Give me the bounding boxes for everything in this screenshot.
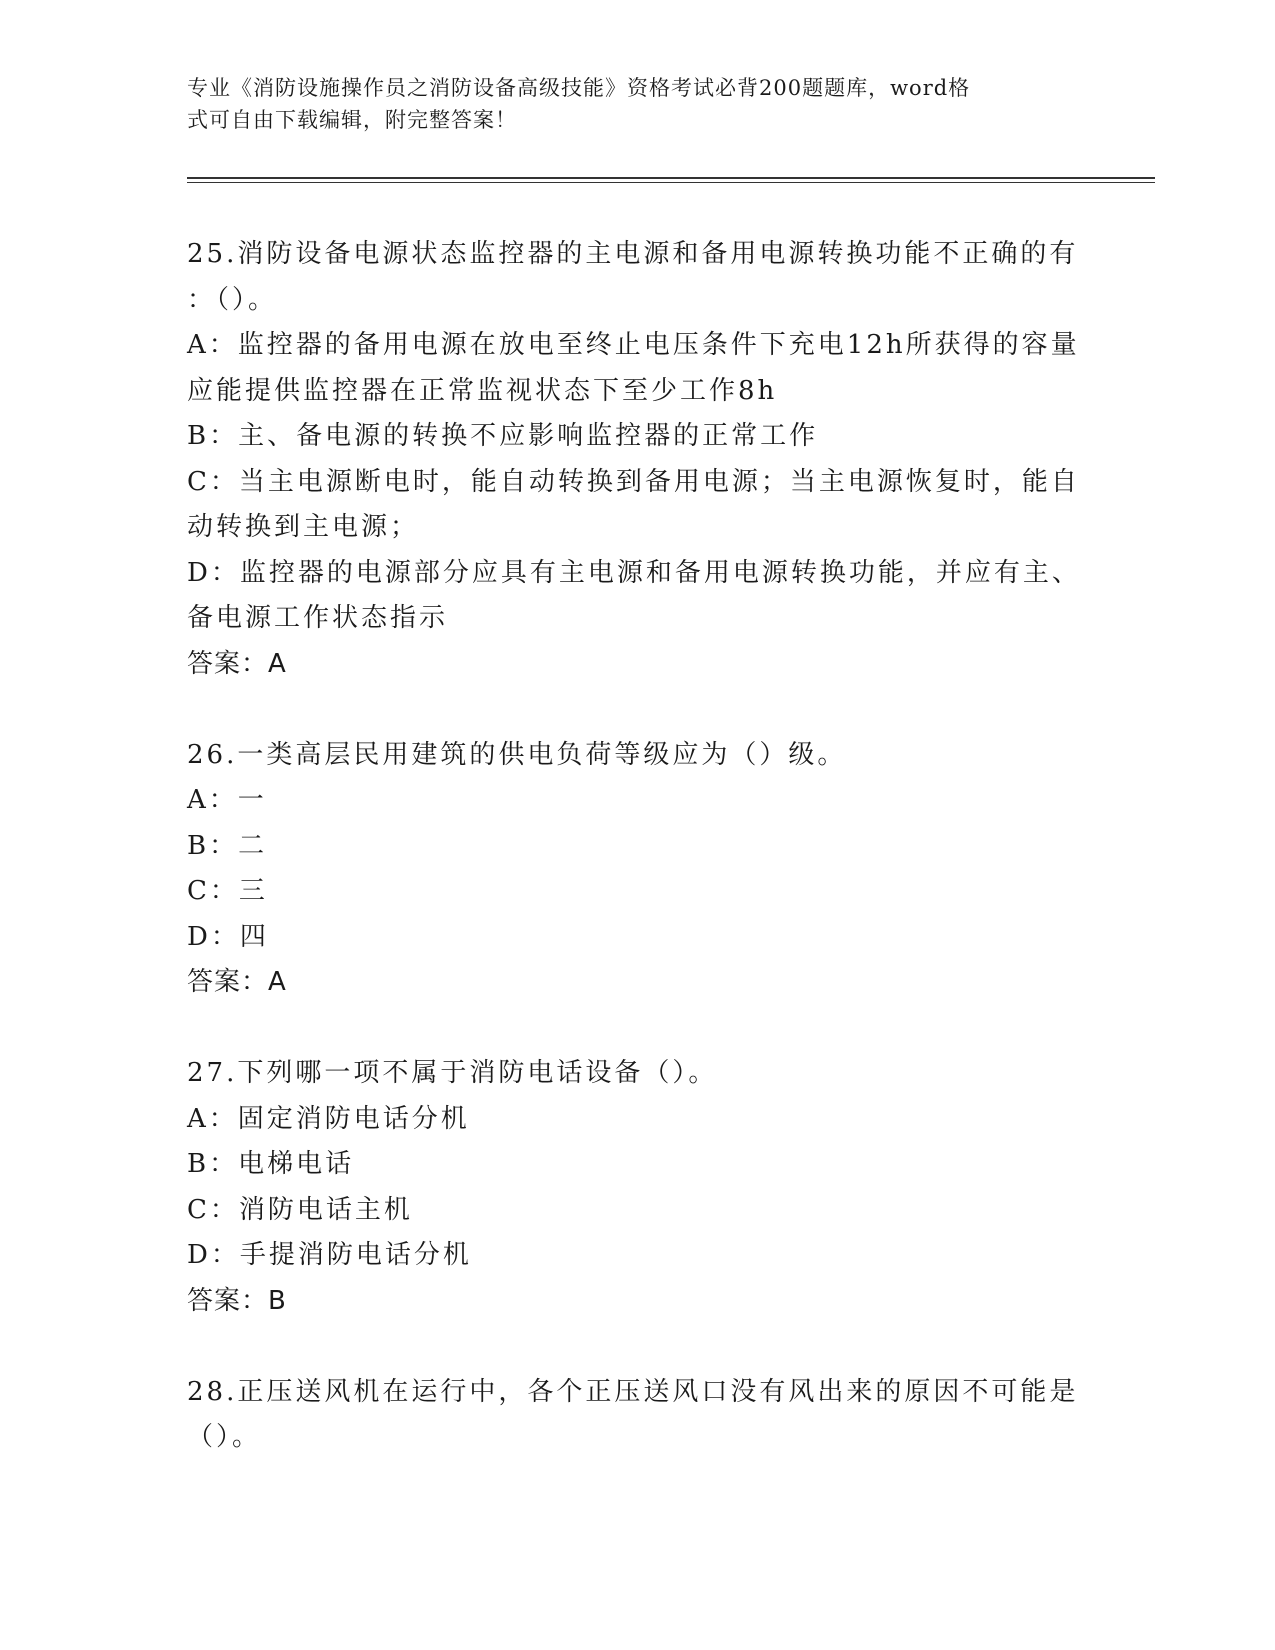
option-c: 动转换到主电源； <box>187 512 420 542</box>
option-d: D：监控器的电源部分应具有主电源和备用电源转换功能，并应有主、 <box>187 557 1081 588</box>
option-a: 应能提供监控器在正常监视状态下至少工作8h <box>187 375 778 406</box>
document-header <box>187 72 1067 136</box>
answer-value: A <box>268 967 287 997</box>
question-25 <box>187 232 1087 687</box>
answer-label: 答案： <box>187 1285 269 1316</box>
answer-line <box>187 1279 1087 1325</box>
option-b: B：电梯电话 <box>187 1149 355 1179</box>
option-c: C：消防电话主机 <box>187 1194 413 1225</box>
option-d: 备电源工作状态指示 <box>187 603 449 633</box>
option-a: A：固定消防电话分机 <box>187 1103 470 1134</box>
question-26 <box>187 733 1087 1006</box>
option-c: C：当主电源断电时，能自动转换到备用电源；当主电源恢复时，能自 <box>187 466 1080 497</box>
answer-label: 答案： <box>187 648 269 679</box>
question-stem: 26.一类高层民用建筑的供电负荷等级应为（）级。 <box>187 739 847 770</box>
question-stem: （）。 <box>187 1422 262 1452</box>
question-list <box>187 232 1087 1506</box>
header-line: 式可自由下载编辑，附完整答案！ <box>187 108 517 132</box>
option-d: D：四 <box>187 921 269 952</box>
answer-value: B <box>268 1285 287 1316</box>
answer-value: A <box>268 648 287 679</box>
option-a: A：监控器的备用电源在放电至终止电压条件下充电12h所获得的容量 <box>187 330 1080 360</box>
question-28 <box>187 1370 1087 1461</box>
option-b: B：二 <box>187 830 268 861</box>
option-d: D：手提消防电话分机 <box>187 1240 472 1270</box>
answer-line <box>187 642 1087 688</box>
answer-label: 答案： <box>187 967 269 997</box>
question-stem: 27.下列哪一项不属于消防电话设备（）。 <box>187 1058 718 1088</box>
header-divider-thin <box>187 182 1155 183</box>
option-a: A：一 <box>187 785 267 815</box>
answer-line <box>187 960 1087 1006</box>
option-b: B：主、备电源的转换不应影响监控器的正常工作 <box>187 421 819 451</box>
question-27 <box>187 1051 1087 1324</box>
question-stem: 28.正压送风机在运行中，各个正压送风口没有风出来的原因不可能是 <box>187 1376 1079 1407</box>
question-stem: ：（）。 <box>187 284 278 315</box>
header-line: 专业《消防设施操作员之消防设备高级技能》资格考试必背200题题库，word格 <box>187 76 971 100</box>
option-c: C：三 <box>187 876 268 906</box>
header-divider-thick <box>187 177 1155 179</box>
question-stem: 25.消防设备电源状态监控器的主电源和备用电源转换功能不正确的有 <box>187 239 1079 269</box>
